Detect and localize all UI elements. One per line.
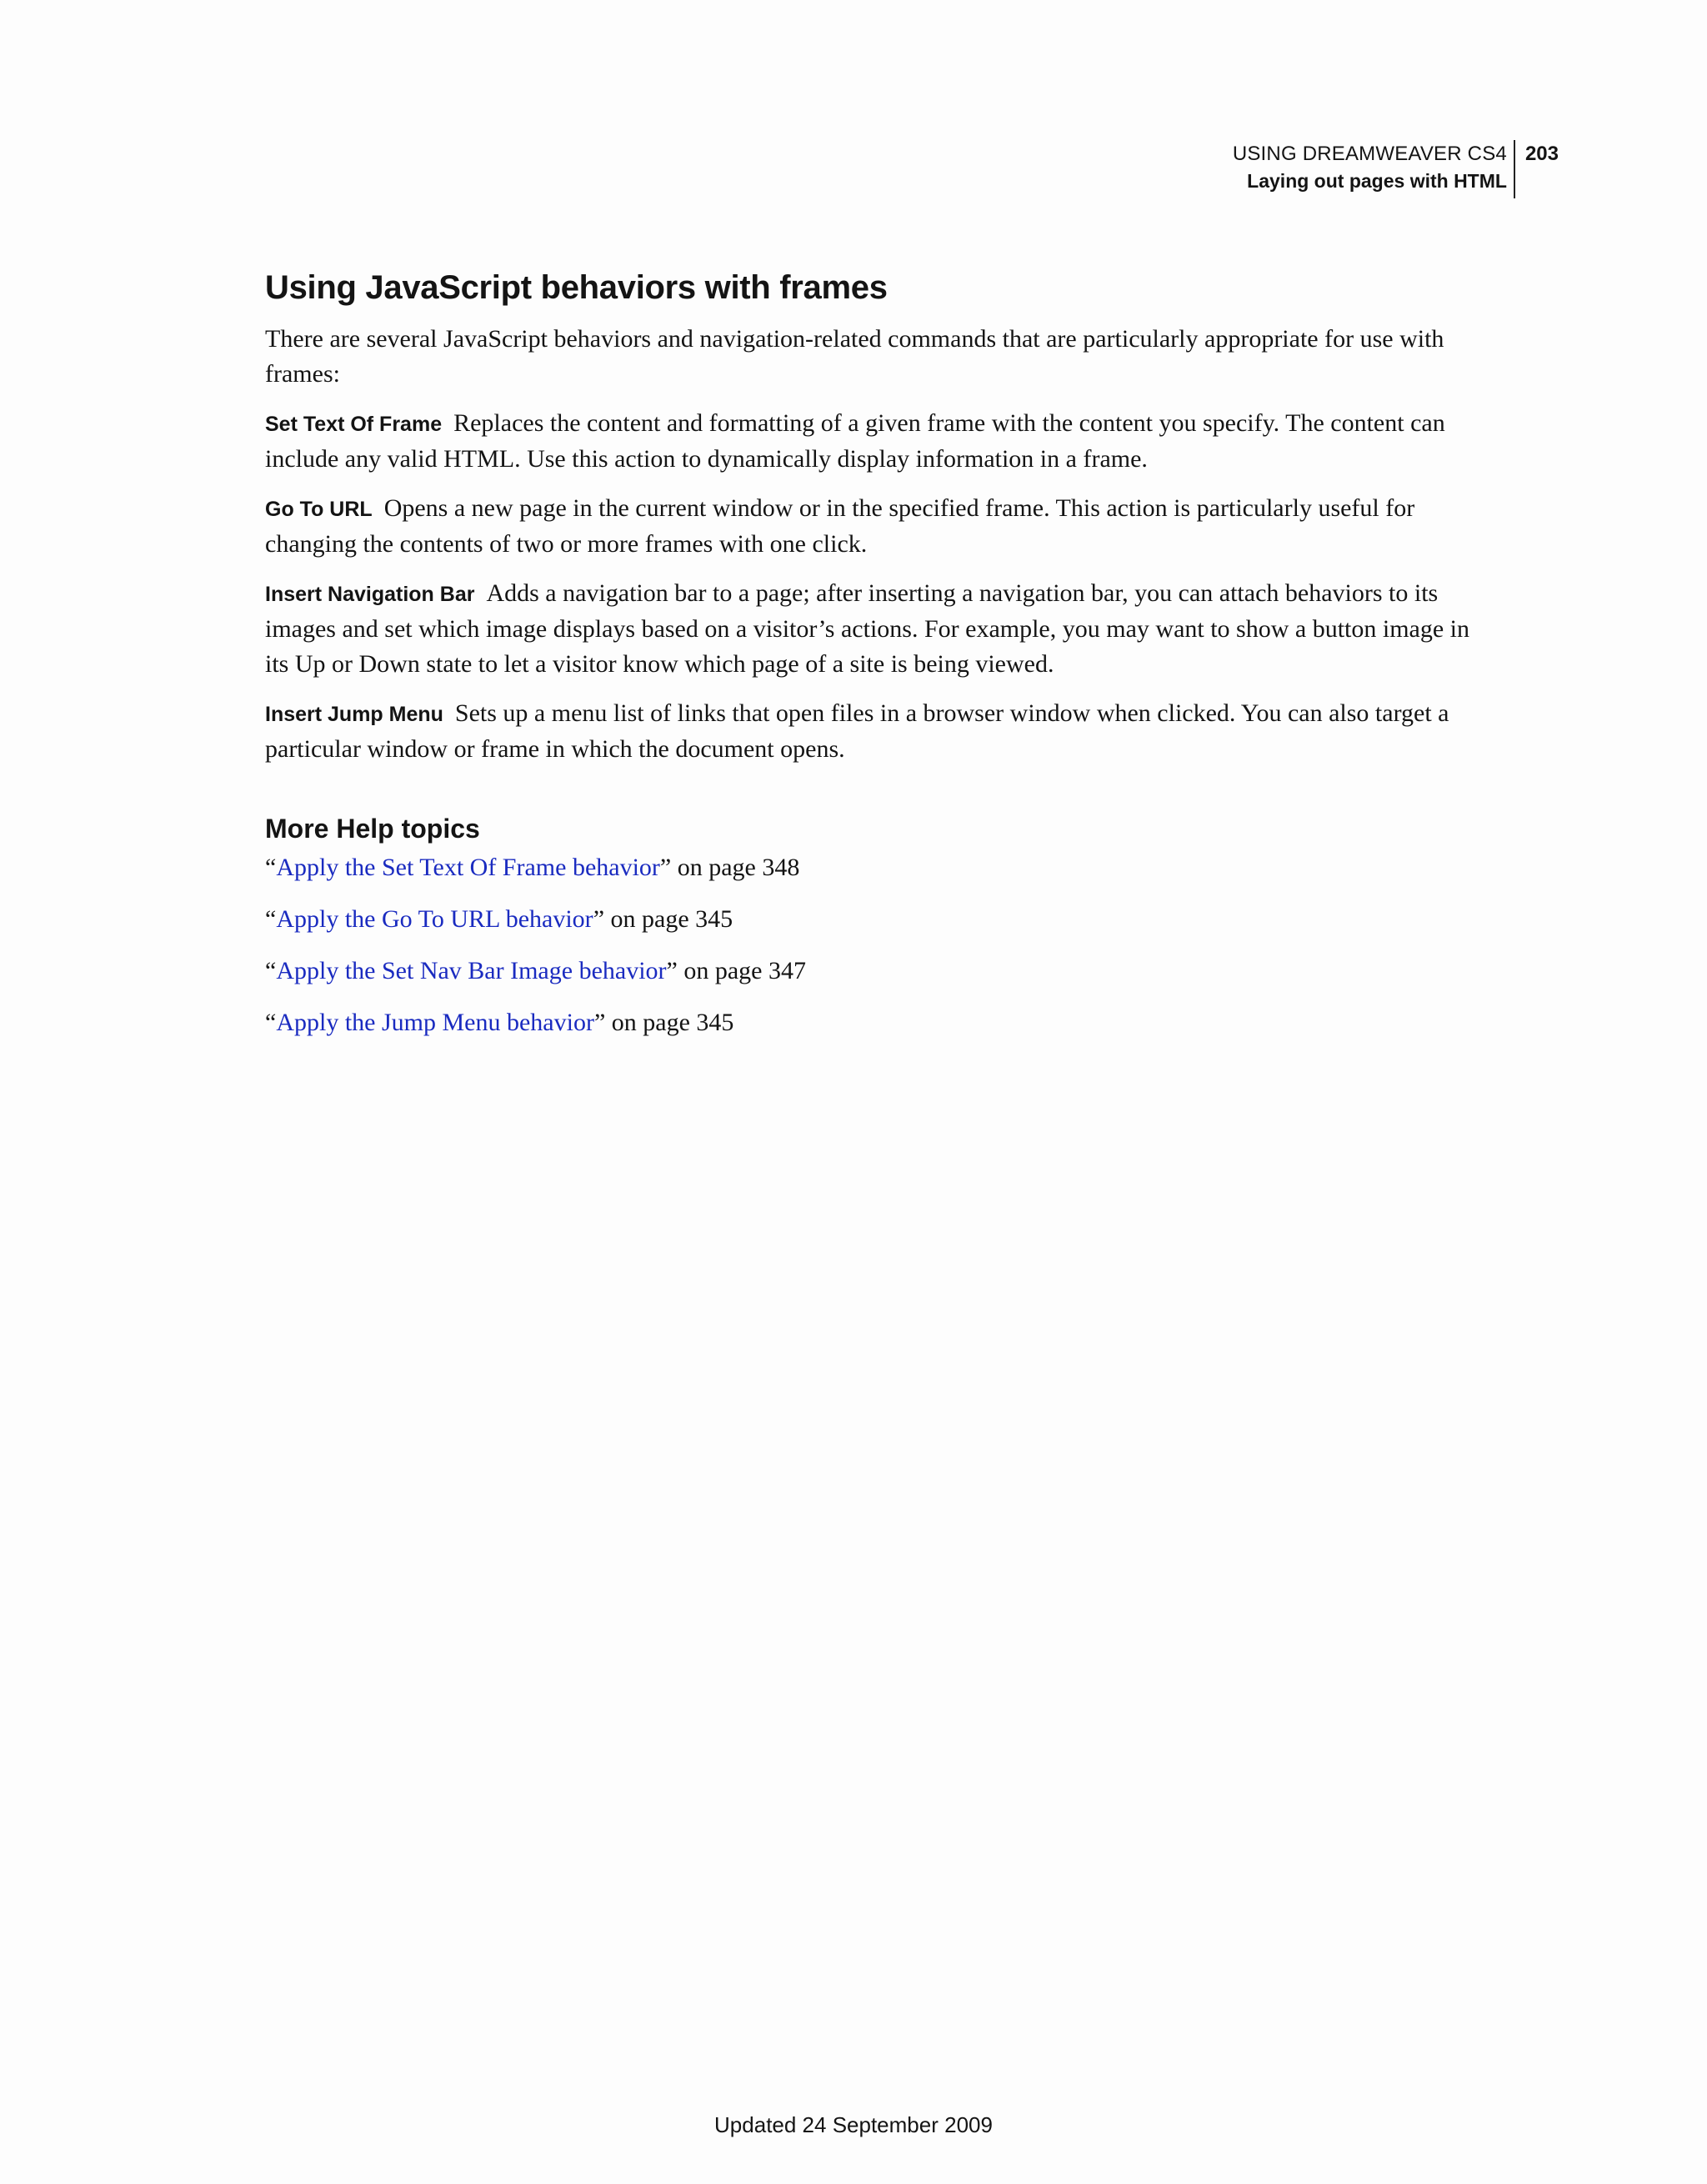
help-link-page-ref: ” on page 345 xyxy=(593,1009,734,1036)
header-title: USING DREAMWEAVER CS4 xyxy=(1232,143,1507,165)
more-help-title: More Help topics xyxy=(265,814,480,844)
definition-description: Adds a navigation bar to a page; after inserting a navigation bar, you can attach behaviors to its images and set which image displays based on a visitor’s actions. For example, you may want to show a button image in its Up or Down state to let a visitor know which page of a site is being viewed. xyxy=(265,579,1470,678)
help-link[interactable]: Apply the Jump Menu behavior xyxy=(276,1009,594,1036)
help-link-row xyxy=(265,902,1499,937)
definition-description: Opens a new page in the current window or in the specified frame. This action is particularly useful for changing the contents of two or more frames with one click. xyxy=(265,494,1415,558)
definition-item xyxy=(265,491,1499,562)
definition-item xyxy=(265,696,1499,767)
help-link-page-ref: ” on page 348 xyxy=(659,854,800,881)
definition-term: Insert Jump Menu xyxy=(265,703,443,726)
intro-paragraph: There are several JavaScript behaviors and navigation-related commands that are particularly appropriate for use with frames: xyxy=(265,325,1444,388)
help-link-row xyxy=(265,850,1499,885)
running-header xyxy=(1233,140,1559,198)
definition-term: Insert Navigation Bar xyxy=(265,583,475,606)
open-quote: “ xyxy=(265,905,277,933)
help-link[interactable]: Apply the Set Text Of Frame behavior xyxy=(276,854,660,881)
definition-term: Go To URL xyxy=(265,498,373,521)
open-quote: “ xyxy=(265,957,277,984)
header-text-block xyxy=(1233,140,1515,198)
help-link-row xyxy=(265,1005,1499,1040)
help-link[interactable]: Apply the Go To URL behavior xyxy=(276,905,593,933)
definition-item xyxy=(265,576,1499,682)
help-link-page-ref: ” on page 347 xyxy=(666,957,806,984)
help-link[interactable]: Apply the Set Nav Bar Image behavior xyxy=(276,957,667,984)
definition-item xyxy=(265,406,1499,477)
header-subtitle: Laying out pages with HTML xyxy=(1247,170,1507,192)
open-quote: “ xyxy=(265,854,277,881)
definition-description: Sets up a menu list of links that open files in a browser window when clicked. You can also target a particular window or frame in which the document opens. xyxy=(265,699,1449,763)
section-title: Using JavaScript behaviors with frames xyxy=(265,269,888,306)
page-footer: Updated 24 September 2009 xyxy=(714,2112,993,2137)
main-content xyxy=(265,263,1499,1057)
definition-term: Set Text Of Frame xyxy=(265,413,443,436)
definition-description: Replaces the content and formatting of a given frame with the content you specify. The content can include any valid HTML. Use this action to dynamically display information in a frame. xyxy=(265,409,1445,473)
help-link-row xyxy=(265,954,1499,989)
open-quote: “ xyxy=(265,1009,277,1036)
page-number: 203 xyxy=(1524,143,1559,165)
help-link-page-ref: ” on page 345 xyxy=(593,905,733,933)
